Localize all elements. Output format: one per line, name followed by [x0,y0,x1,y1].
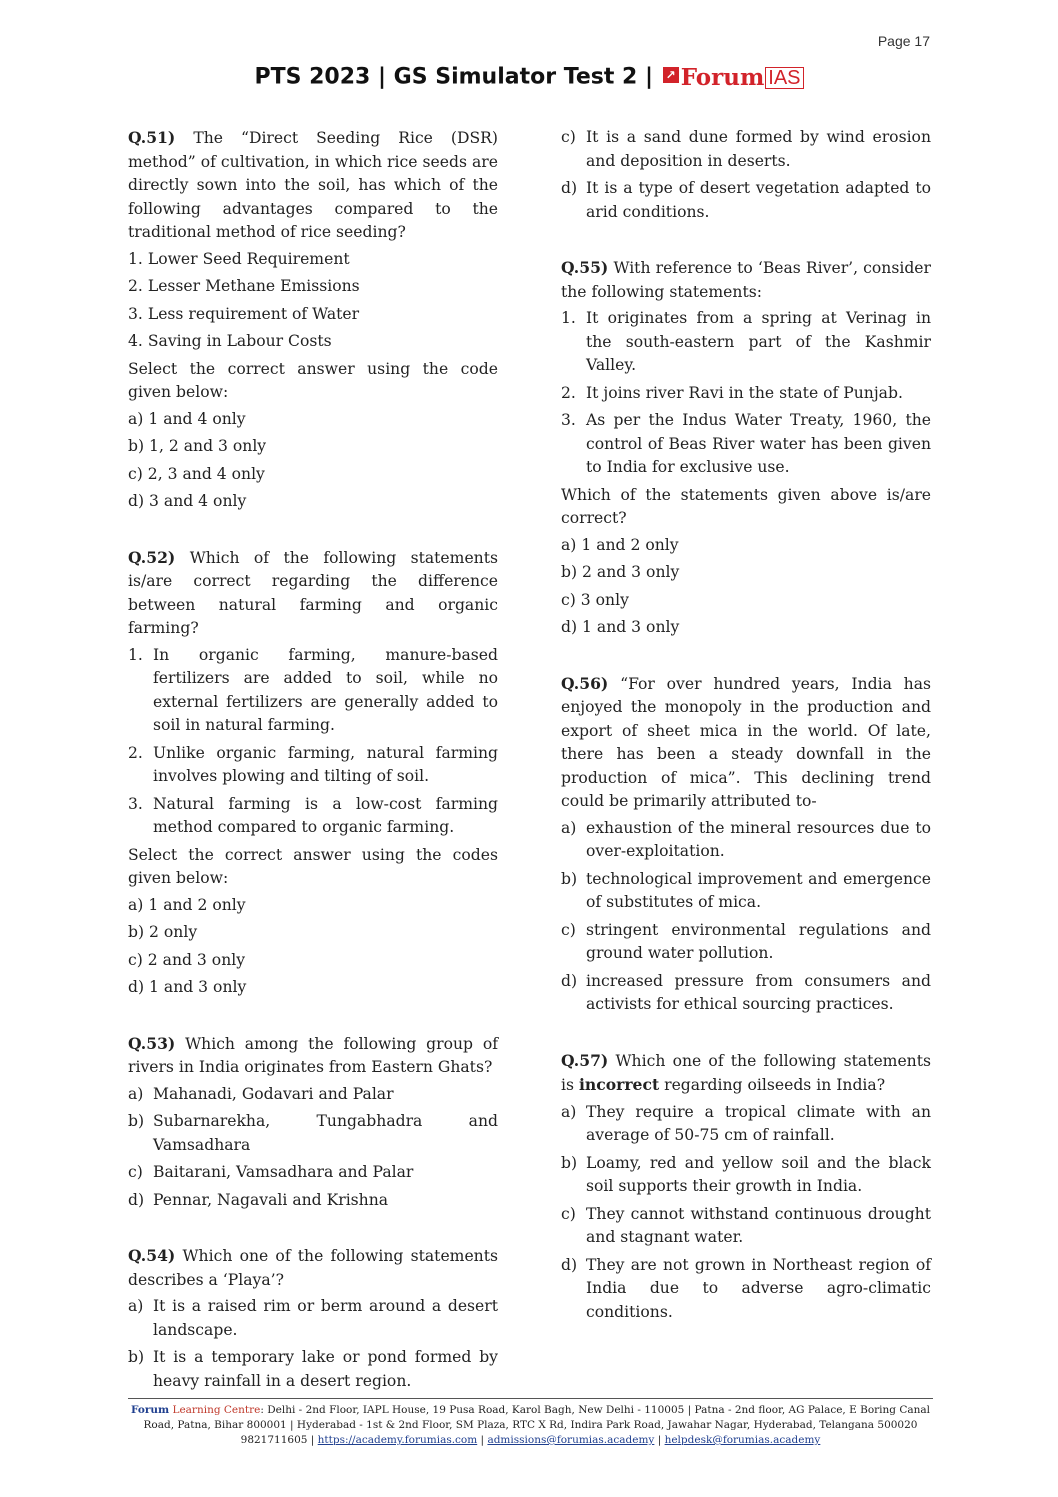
statement [128,644,498,738]
header-title: PTS 2023 | GS Simulator Test 2 | [254,64,654,90]
question-55 [561,256,931,640]
statement-label: 2. [128,743,143,762]
answer-option: c) 2, 3 and 4 only [128,464,265,483]
option-label: d) [561,1255,578,1274]
option-label: a) [128,1084,144,1103]
statement-label: 1. [561,309,576,327]
option-label: c) [561,920,576,939]
option-text: exhaustion of the mineral resources due to over-exploitation. [586,818,931,860]
footer-brand-forum: Forum [130,1404,170,1416]
statement-text: In organic farming, manure-based fertilizers are added to soil, while no external fertilizers are generally added to soil in natural farming. [153,645,498,734]
statement [128,793,498,840]
footer-line-2: Road, Patna, Bihar 800001 | Hyderabad - 1st & 2nd Floor, SM Plaza, RTC X Rd, Indira Park Road, Jawahar Nagar, Hyderabad, Telangana 500020 [143,1419,918,1431]
statement-label: 3. [561,411,576,429]
answer-option [561,177,931,224]
option-label: a) [561,1102,577,1121]
question-number: Q.51) [128,128,176,147]
question-text: “For over hundred years, India has enjoyed the monopoly in the production and export of sheet mica in the world. Of late, there has been a steady downfall in the production of mica”. This declining trend could be primarily attributed to- [561,674,931,810]
option-label: d) [128,1190,145,1209]
option-text: It is a type of desert vegetation adapted to arid conditions. [586,179,931,221]
answer-option [561,126,931,173]
statement [561,382,931,406]
option-label: b) [128,1112,145,1130]
answer-option: c) 3 only [561,590,629,609]
option-text: It is a raised rim or berm around a desert landscape. [153,1297,498,1339]
answer-option [128,1295,498,1342]
option-text: They cannot withstand continuous drought and stagnant water. [586,1204,931,1246]
option-label: c) [561,1204,576,1223]
answer-option: a) 1 and 2 only [561,535,679,554]
logo-forum-text: Forum [680,64,765,91]
question-52 [128,546,498,1000]
answer-option [128,1189,498,1213]
statement: 1. Lower Seed Requirement [128,249,350,268]
answer-option: b) 1, 2 and 3 only [128,437,267,455]
statement-text: Natural farming is a low-cost farming method compared to organic farming. [153,794,498,836]
footer-address-line-1 [128,1403,933,1418]
option-label: c) [561,128,576,146]
instruction: Which of the statements given above is/are correct? [561,485,931,527]
answer-option [128,1083,498,1107]
answer-option [561,817,931,864]
answer-option [561,1203,931,1250]
page-footer [128,1398,933,1448]
option-label: d) [561,971,578,990]
answer-option [561,1254,931,1325]
answer-option [128,1110,498,1157]
footer-line-1: : Delhi - 2nd Floor, IAPL House, 19 Pusa Road, Karol Bagh, New Delhi - 110005 | Patna - 2nd floor, AG Palace, E Boring Canal [260,1404,931,1416]
footer-website-link[interactable]: https://academy.forumias.com [317,1434,478,1446]
statement-label: 2. [561,383,576,402]
statement [561,307,931,378]
page-number: Page 17 [877,33,930,49]
option-label: a) [561,818,577,837]
statement [128,742,498,789]
question-text-end: regarding oilseeds in India? [659,1076,886,1094]
question-text: With reference to ‘Beas River’, consider the following statements: [561,259,931,301]
footer-contact-line: 9821711605 | https://academy.forumias.com | admissions@forumias.academy | helpdesk@forumias.academy [240,1434,821,1446]
statement: 3. Less requirement of Water [128,304,360,323]
option-text: Baitarani, Vamsadhara and Palar [153,1163,414,1181]
option-text: They require a tropical climate with an average of 50-75 cm of rainfall. [586,1102,931,1144]
statement-text: It originates from a spring at Verinag in the south-eastern part of the Kashmir Valley. [586,309,931,374]
question-number: Q.55) [561,258,609,277]
question-number: Q.54) [128,1246,176,1265]
question-number: Q.52) [128,547,176,567]
option-text: They are not grown in Northeast region of India due to adverse agro-climatic conditions. [586,1255,931,1321]
instruction: Select the correct answer using the code given below: [128,359,498,401]
statement-text: Unlike organic farming, natural farming involves plowing and tilting of soil. [153,743,498,785]
question-56 [561,672,931,1017]
question-54-continued [561,126,931,224]
answer-option [561,1152,931,1199]
option-text: It is a temporary lake or pond formed by heavy rainfall in a desert region. [153,1348,498,1390]
answer-option: c) 2 and 3 only [128,950,246,969]
option-text: increased pressure from consumers and activists for ethical sourcing practices. [586,971,931,1013]
statement: 4. Saving in Labour Costs [128,332,332,350]
statement [561,409,931,480]
left-column [128,126,498,1425]
question-text: Which among the following group of rivers in India originates from Eastern Ghats? [128,1034,498,1076]
answer-option [128,1346,498,1393]
question-text: Which one of the following statements describes a ‘Playa’? [128,1247,498,1289]
answer-option [561,919,931,966]
option-text: technological improvement and emergence of substitutes of mica. [586,869,931,911]
option-label: c) [128,1163,143,1181]
option-label: b) [561,1153,578,1172]
option-text: Mahanadi, Godavari and Palar [153,1084,394,1103]
statement: 2. Lesser Methane Emissions [128,277,360,295]
question-text: The “Direct Seeding Rice (DSR) method” of cultivation, in which rice seeds are directly sown into the soil, has which of the following advantages compared to the traditional method of rice seeding? [128,129,498,241]
option-text: It is a sand dune formed by wind erosion and deposition in deserts. [586,128,931,170]
forumias-logo [663,64,804,91]
statement-text: It joins river Ravi in the state of Punjab. [586,383,903,402]
question-54 [128,1244,498,1393]
answer-option: d) 1 and 3 only [561,618,680,636]
logo-arrow-icon: ↗ [663,67,679,83]
answer-option: b) 2 only [128,923,198,941]
statement-text: As per the Indus Water Treaty, 1960, the control of Beas River water has been given to India for exclusive use. [586,411,931,476]
option-label: b) [128,1348,145,1366]
answer-option: a) 1 and 2 only [128,895,246,914]
option-label: b) [561,869,578,888]
answer-option: b) 2 and 3 only [561,563,680,581]
footer-brand-lc: Learning Centre [169,1404,261,1416]
answer-option: a) 1 and 4 only [128,409,246,428]
answer-option: d) 1 and 3 only [128,978,247,996]
option-label: d) [561,179,578,197]
option-text: Subarnarekha, Tungabhadra and Vamsadhara [153,1112,498,1154]
answer-option [128,1161,498,1185]
question-number: Q.57) [561,1050,609,1070]
answer-option [561,868,931,915]
option-text: stringent environmental regulations and ground water pollution. [586,920,931,962]
question-emphasis: incorrect [578,1075,660,1094]
question-number: Q.53) [128,1033,176,1053]
statement-label: 1. [128,645,143,664]
option-text: Loamy, red and yellow soil and the black soil supports their growth in India. [586,1153,931,1195]
question-text: Which one of the following statements is [561,1051,931,1094]
footer-admissions-email-link[interactable]: admissions@forumias.academy [487,1434,655,1446]
question-53 [128,1032,498,1213]
page-header [0,64,1058,91]
option-label: a) [128,1297,144,1315]
logo-ias-text: IAS [765,67,803,89]
option-text: Pennar, Nagavali and Krishna [153,1190,389,1209]
footer-phone: 9821711605 [240,1434,308,1446]
footer-helpdesk-email-link[interactable]: helpdesk@forumias.academy [664,1434,821,1446]
answer-option [561,1101,931,1148]
right-column [561,126,931,1356]
answer-option [561,970,931,1017]
question-number: Q.56) [561,673,609,693]
question-51 [128,126,498,514]
answer-option: d) 3 and 4 only [128,492,247,510]
instruction: Select the correct answer using the codes given below: [128,845,498,887]
question-text: Which of the following statements is/are correct regarding the difference between natural farming and organic farming? [128,548,498,637]
statement-label: 3. [128,794,143,813]
question-57 [561,1049,931,1325]
